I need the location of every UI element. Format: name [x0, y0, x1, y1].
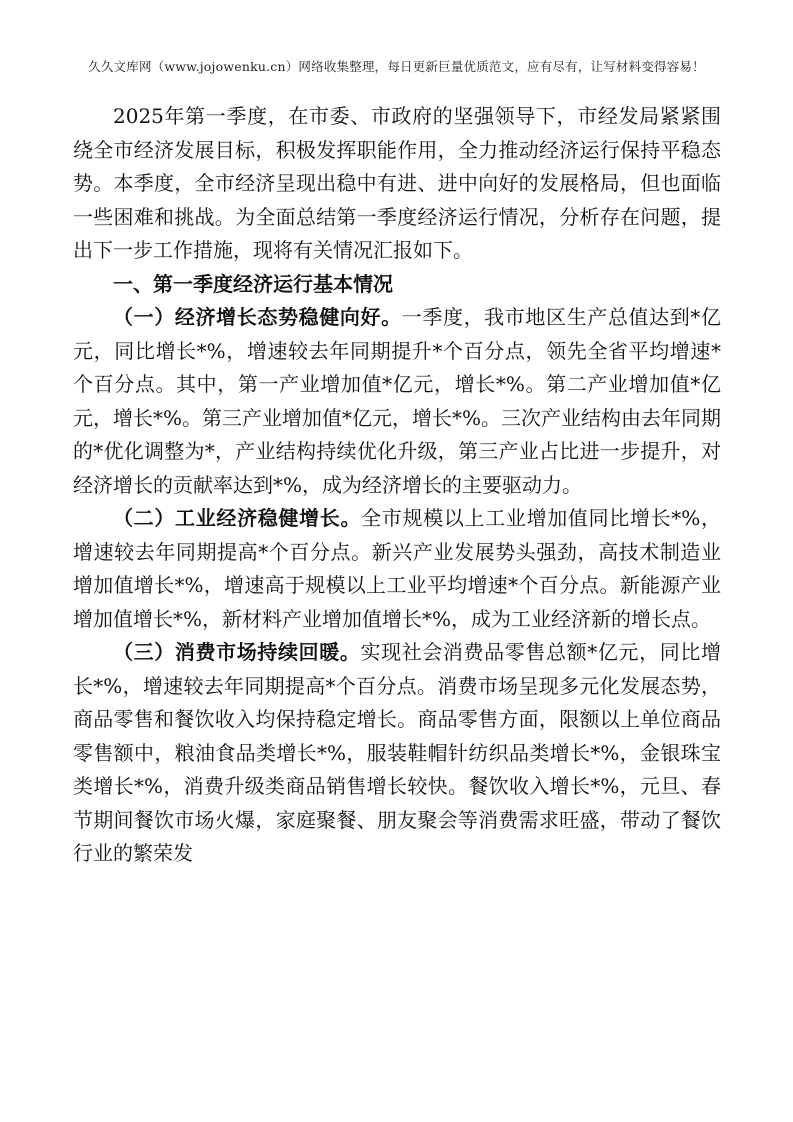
item-body: 一季度，我市地区生产总值达到*亿元，同比增长*%，增速较去年同期提升*个百分点，领先全省平均增速*个百分点。其中，第一产业增加值*亿元，增长*%。第二产业增加值*亿元，增长*%。第三产业增加值*亿元，增长*%。三次产业结构由去年同期的*优化调整为*，产业结构持续优化升级，第三产业占比进一步提升，对经济增长的贡献率达到*%，成为经济增长的主要驱动力。 — [73, 305, 722, 497]
item-lead: （一）经济增长态势稳健向好。 — [113, 305, 402, 329]
document-body — [73, 100, 721, 871]
intro-paragraph: 2025年第一季度，在市委、市政府的坚强领导下，市经发局紧紧围绕全市经济发展目标，积极发挥职能作用，全力推动经济运行保持平稳态势。本季度，全市经济呈现出稳中有进、进中向好的发展格局，但也面临一些困难和挑战。为全面总结第一季度经济运行情况，分析存在问题，提出下一步工作措施，现将有关情况汇报如下。 — [73, 104, 721, 262]
section-heading: 一、第一季度经济运行基本情况 — [113, 271, 393, 296]
item-lead: （二）工业经济稳健增长。 — [113, 506, 362, 530]
item-body: 全市规模以上工业增加值同比增长*%，增速较去年同期提高*个百分点。新兴产业发展势头强劲，高技术制造业增加值增长*%，增速高于规模以上工业平均增速*个百分点。新能源产业增加值增长*%，新材料产业增加值增长*%，成为工业经济新的增长点。 — [73, 506, 721, 631]
page-header: 久久文库网（www.jojowenku.cn）网络收集整理，每日更新巨量优质范文，应有尽有，让写材料变得容易！ — [88, 59, 705, 74]
item-body: 实现社会消费品零售总额*亿元，同比增长*%，增速较去年同期提高*个百分点。消费市场呈现多元化发展态势，商品零售和餐饮收入均保持稳定增长。商品零售方面，限额以上单位商品零售额中，粮油食品类增长*%，服装鞋帽针纺织品类增长*%，金银珠宝类增长*%，消费升级类商品销售增长较快。餐饮收入增长*%，元旦、春节期间餐饮市场火爆，家庭聚餐、朋友聚会等消费需求旺盛，带动了餐饮行业的繁荣发 — [73, 640, 722, 865]
item-paragraph-3 — [73, 636, 721, 871]
item-paragraph-1 — [73, 301, 721, 502]
item-paragraph-2 — [73, 502, 721, 636]
item-lead: （三）消费市场持续回暖。 — [113, 640, 361, 664]
